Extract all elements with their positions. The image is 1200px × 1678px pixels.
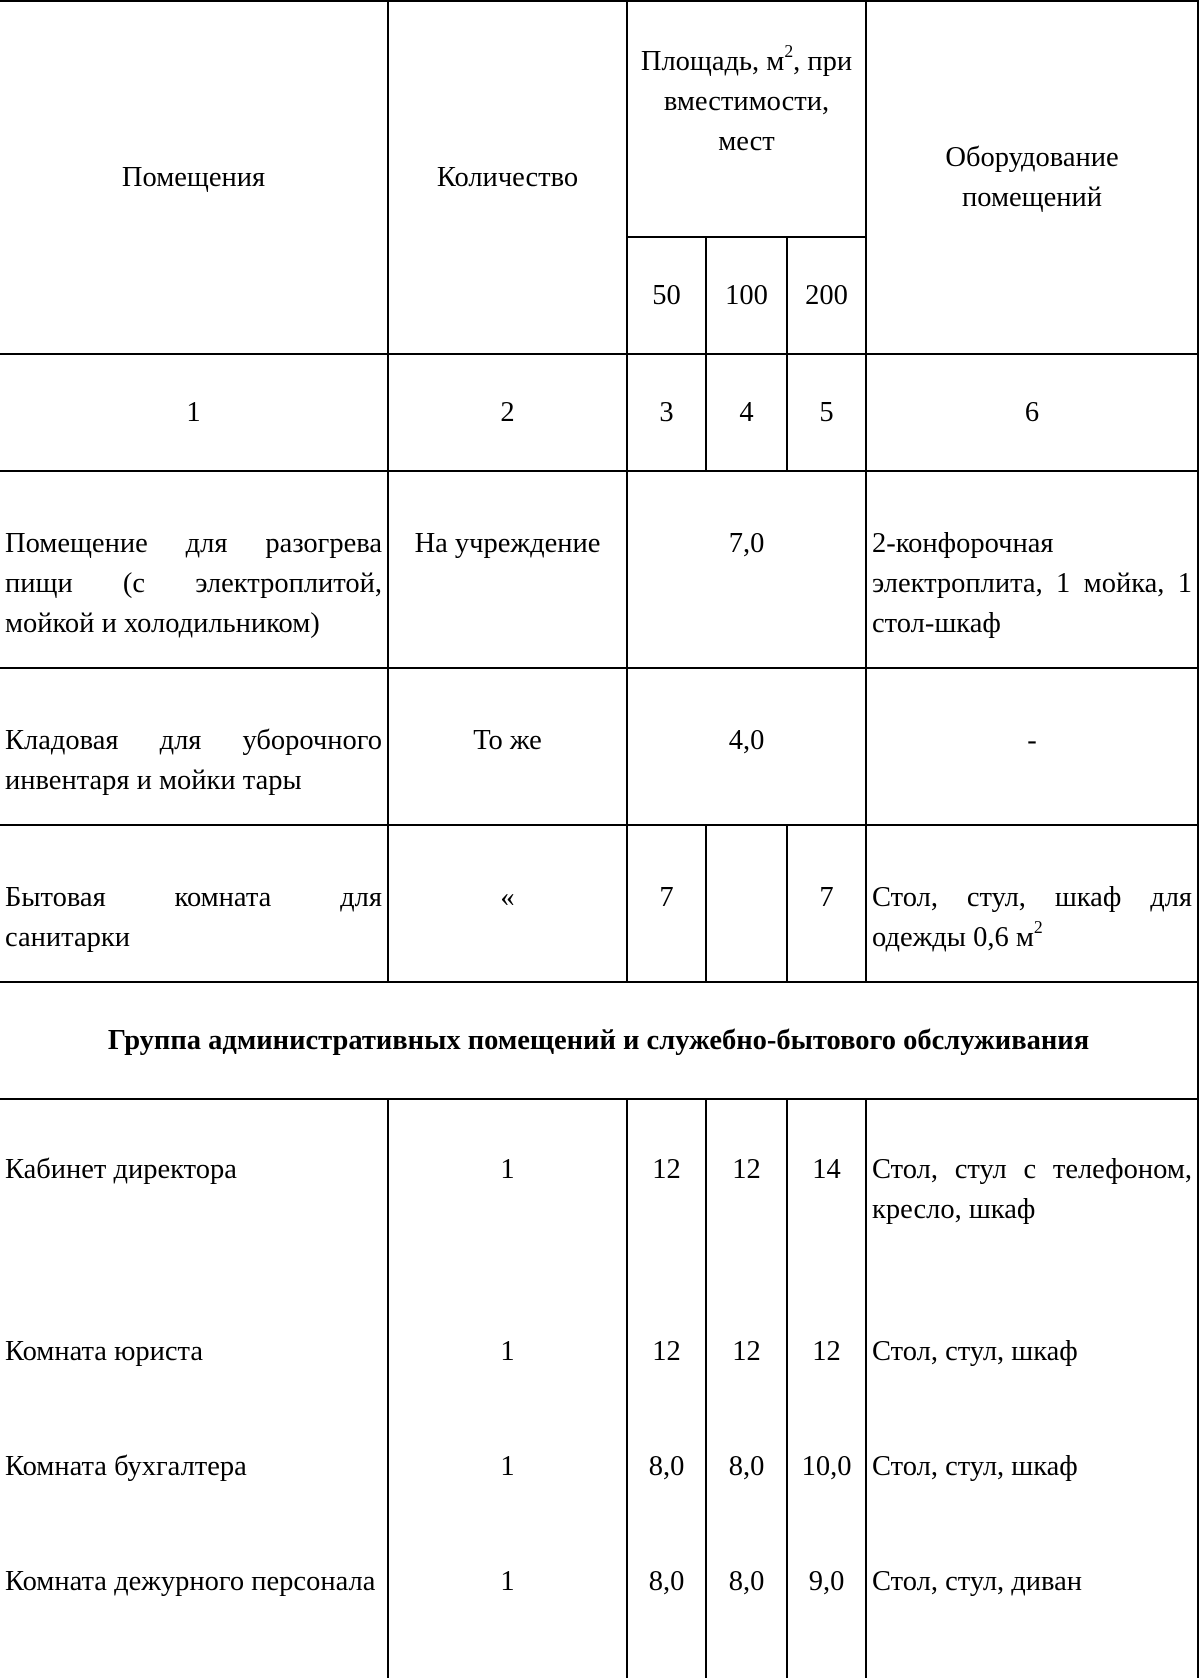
room-equipment: Стол, стул, диван [866, 1524, 1198, 1678]
room-quantity: То же [388, 668, 627, 825]
capacity-100: 100 [706, 237, 787, 354]
header-area-label: Площадь, м [640, 46, 785, 77]
room-equipment: Стол, стул, шкаф [866, 1294, 1198, 1409]
group-title: Группа административных помещений и служебно-бытового обслуживания [0, 982, 1198, 1099]
area-100: 8,0 [706, 1409, 787, 1524]
header-area [627, 1, 866, 237]
room-area: 7,0 [627, 471, 866, 668]
header-area-sup: 2 [784, 40, 794, 61]
column-number-row [0, 354, 1198, 471]
area-50: 8,0 [627, 1524, 706, 1678]
room-name: Кладовая для уборочного инвентаря и мойки тары [0, 668, 388, 825]
area-200: 7 [787, 825, 866, 982]
room-equipment: - [866, 668, 1198, 825]
column-number: 4 [706, 354, 787, 471]
table-row [0, 668, 1198, 825]
room-equipment [866, 825, 1198, 982]
table-row [0, 471, 1198, 668]
room-quantity: 1 [388, 1294, 627, 1409]
table-row [0, 1099, 1198, 1294]
area-50: 8,0 [627, 1409, 706, 1524]
area-200: 12 [787, 1294, 866, 1409]
header-equipment: Оборудование помещений [866, 1, 1198, 354]
capacity-200: 200 [787, 237, 866, 354]
room-name: Комната юриста [0, 1294, 388, 1409]
column-number: 5 [787, 354, 866, 471]
table-row [0, 1524, 1198, 1678]
header-rooms: Помещения [0, 1, 388, 354]
area-100: 8,0 [706, 1524, 787, 1678]
area-200: 10,0 [787, 1409, 866, 1524]
area-100: 12 [706, 1294, 787, 1409]
room-equipment: Стол, стул с телефоном, кресло, шкаф [866, 1099, 1198, 1294]
table-row [0, 825, 1198, 982]
group-row [0, 982, 1198, 1099]
column-number: 6 [866, 354, 1198, 471]
room-name [0, 825, 388, 982]
area-100 [706, 825, 787, 982]
area-100: 12 [706, 1099, 787, 1294]
column-number: 2 [388, 354, 627, 471]
table-row [0, 1409, 1198, 1524]
column-number: 1 [0, 354, 388, 471]
room-name-line: Бытовая комната для [5, 882, 382, 913]
area-50: 12 [627, 1294, 706, 1409]
room-equipment: 2-конфорочная электроплита, 1 мойка, 1 стол-шкаф [866, 471, 1198, 668]
equipment-text: Стол, стул, шкаф для одежды 0,6 м [872, 882, 1193, 953]
area-50: 7 [627, 825, 706, 982]
room-quantity: « [388, 825, 627, 982]
room-quantity: 1 [388, 1524, 627, 1678]
room-name: Кабинет директора [0, 1099, 388, 1294]
room-name-line: санитарки [5, 921, 130, 953]
room-name: Помещение для разогрева пищи (с электроплитой, мойкой и холодильником) [0, 471, 388, 668]
room-equipment: Стол, стул, шкаф [866, 1409, 1198, 1524]
room-area: 4,0 [627, 668, 866, 825]
header-row [0, 1, 1198, 237]
area-50: 12 [627, 1099, 706, 1294]
capacity-50: 50 [627, 237, 706, 354]
room-quantity: 1 [388, 1409, 627, 1524]
area-200: 14 [787, 1099, 866, 1294]
header-quantity: Количество [388, 1, 627, 354]
column-number: 3 [627, 354, 706, 471]
header-area-rest: , при вместимости, мест [663, 46, 853, 157]
room-name: Комната дежурного персонала [0, 1524, 388, 1678]
room-name: Комната бухгалтера [0, 1409, 388, 1524]
area-200: 9,0 [787, 1524, 866, 1678]
table-row [0, 1294, 1198, 1409]
room-quantity: На учреждение [388, 471, 627, 668]
equipment-sup: 2 [1033, 916, 1043, 937]
room-quantity: 1 [388, 1099, 627, 1294]
